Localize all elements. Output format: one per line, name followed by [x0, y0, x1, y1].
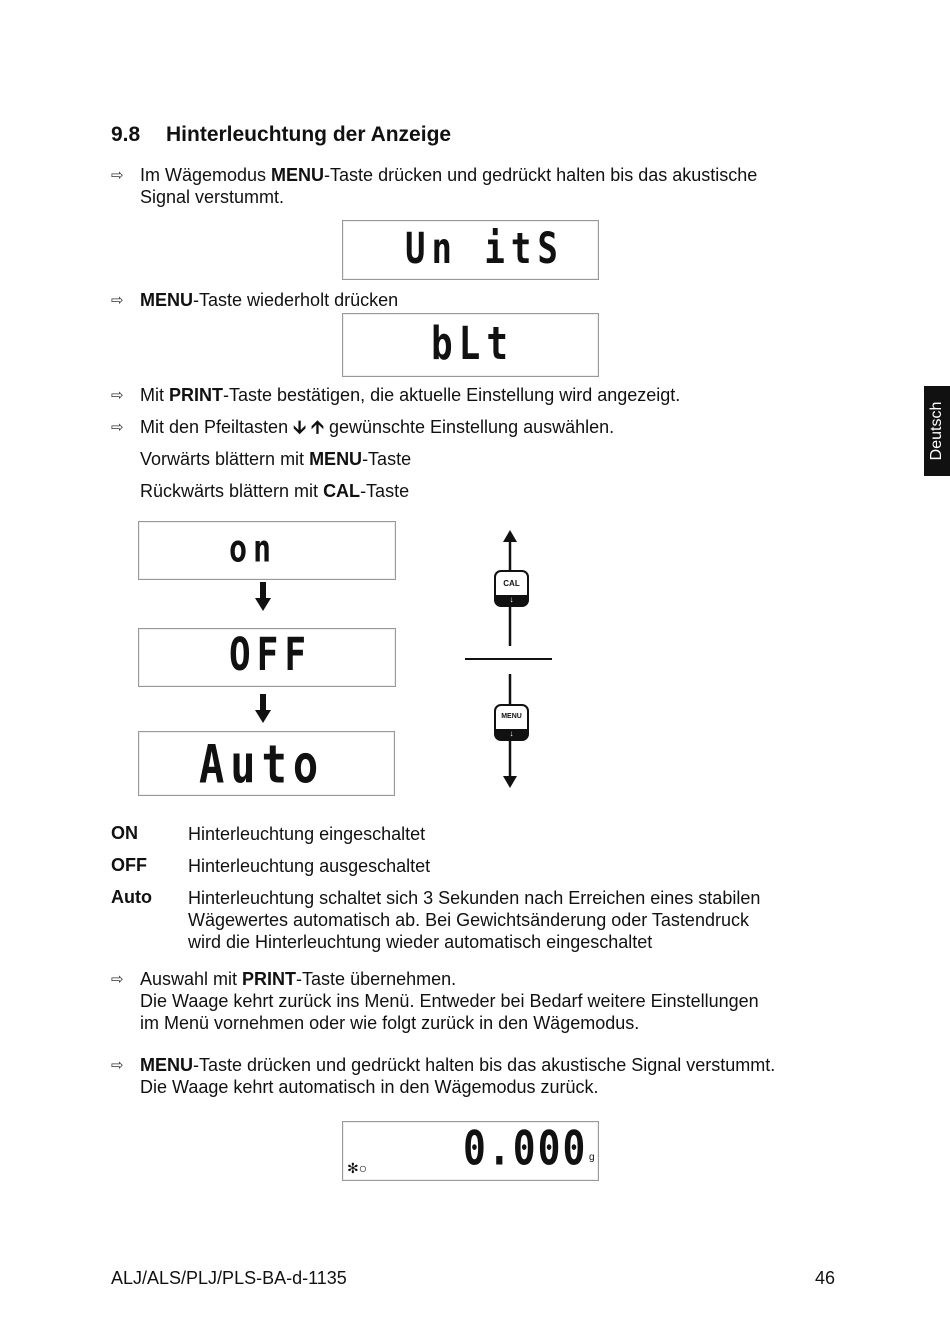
bullet-arrow-icon: ⇨	[111, 1057, 124, 1074]
definition-desc-off: Hinterleuchtung ausgeschaltet	[188, 856, 431, 876]
menu-key-arrow-icon: ↓	[496, 729, 527, 739]
lcd-status-icons: ✻○	[347, 1160, 368, 1176]
bullet-arrow-icon: ⇨	[111, 292, 124, 309]
definition-term-on: ON	[111, 823, 138, 843]
language-tab	[924, 386, 950, 476]
step-6-line-1: MENU-Taste drücken und gedrückt halten bis das akustische Signal verstummt.	[140, 1055, 776, 1075]
lcd-units-text: Un itS	[405, 224, 564, 274]
cal-key-arrow-icon: ↓	[496, 595, 527, 605]
bullet-arrow-icon: ⇨	[111, 419, 124, 436]
definition-term-off: OFF	[111, 855, 147, 875]
definition-desc-on: Hinterleuchtung eingeschaltet	[188, 824, 426, 844]
lcd-on	[138, 521, 396, 580]
lcd-blt	[342, 313, 599, 377]
step-5-line-2: Die Waage kehrt zurück ins Menü. Entweder bei Bedarf weitere Einstellungen	[140, 991, 759, 1011]
key-navigation-diagram	[462, 528, 554, 790]
footer-doc-id: ALJ/ALS/PLJ/PLS-BA-d-1135	[111, 1268, 347, 1288]
bullet-arrow-icon: ⇨	[111, 971, 124, 988]
down-arrow-icon	[254, 694, 272, 724]
lcd-off	[138, 628, 396, 687]
step-6-line-2: Die Waage kehrt automatisch in den Wägemodus zurück.	[140, 1077, 599, 1097]
language-tab-label: Deutsch	[928, 401, 945, 461]
menu-key-label: MENU	[501, 713, 522, 720]
step-4-line-1: Mit den Pfeiltasten 🡫 🡩 gewünschte Einstellung auswählen.	[140, 417, 615, 437]
cal-key-icon	[494, 570, 529, 607]
step-2-line: MENU-Taste wiederholt drücken	[140, 290, 399, 310]
step-3-line: Mit PRINT-Taste bestätigen, die aktuelle Einstellung wird angezeigt.	[140, 385, 681, 405]
lcd-blt-text: bLt	[431, 318, 515, 371]
definition-desc-auto-1: Hinterleuchtung schaltet sich 3 Sekunden nach Erreichen eines stabilen	[188, 888, 761, 908]
lcd-auto-text: Auto	[199, 733, 325, 796]
section-number: 9.8	[111, 123, 141, 146]
step-1-line-2: Signal verstummt.	[140, 187, 285, 207]
section-title: Hinterleuchtung der Anzeige	[166, 123, 452, 146]
step-4-line-3: Rückwärts blättern mit CAL-Taste	[140, 481, 410, 501]
bullet-arrow-icon: ⇨	[111, 387, 124, 404]
arrow-keys-icon: 🡫 🡩	[293, 417, 324, 437]
down-arrow-icon	[254, 582, 272, 612]
definition-desc-auto-3: wird die Hinterleuchtung wieder automatisch eingeschaltet	[188, 932, 653, 952]
lcd-weight	[342, 1121, 599, 1181]
footer-page-number: 46	[815, 1268, 836, 1288]
lcd-units	[342, 220, 599, 280]
lcd-weight-value: 0.000	[463, 1120, 588, 1176]
lcd-off-text: OFF	[229, 629, 313, 682]
step-4-line-2: Vorwärts blättern mit MENU-Taste	[140, 449, 412, 469]
step-1-line-1: Im Wägemodus MENU-Taste drücken und gedrückt halten bis das akustische	[140, 165, 758, 185]
step-5-line-1: Auswahl mit PRINT-Taste übernehmen.	[140, 969, 457, 989]
definition-term-auto: Auto	[111, 887, 152, 907]
lcd-on-text: on	[229, 527, 278, 572]
cal-key-label: CAL	[503, 579, 520, 588]
step-5-line-3: im Menü vornehmen oder wie folgt zurück in den Wägemodus.	[140, 1013, 640, 1033]
menu-key-icon	[494, 704, 529, 741]
lcd-auto	[138, 731, 395, 796]
bullet-arrow-icon: ⇨	[111, 167, 124, 184]
section-heading	[111, 123, 451, 147]
lcd-weight-unit: g	[589, 1152, 595, 1163]
definition-desc-auto-2: Wägewertes automatisch ab. Bei Gewichtsänderung oder Tastendruck	[188, 910, 749, 930]
